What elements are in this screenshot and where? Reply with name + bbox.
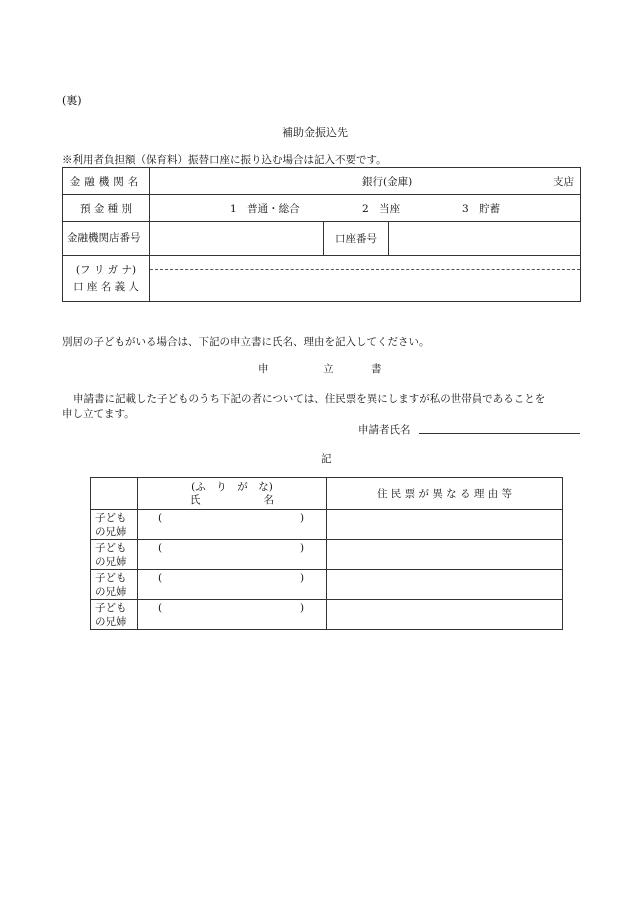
child-reason-field[interactable] bbox=[327, 510, 563, 540]
bank-name-label: 金融機関名 bbox=[63, 168, 150, 195]
header-reason-cell: 住 民 票 が 異 な る 理 由 等 bbox=[327, 478, 563, 510]
declaration-title-char-2: 立 bbox=[323, 363, 334, 375]
declaration-title-char-1: 申 bbox=[258, 363, 269, 375]
children-table bbox=[90, 477, 563, 630]
account-holder-label: (フ リ ガ ナ) 口 座 名 義 人 bbox=[63, 256, 150, 302]
header-name: 氏 名 bbox=[190, 493, 274, 506]
branch-suffix: 支店 bbox=[553, 176, 574, 188]
deposit-option-ordinary[interactable]: 1 普通・総合 bbox=[230, 203, 300, 215]
branch-number-label: 金融機関店番号 bbox=[63, 222, 150, 256]
branch-number-field[interactable] bbox=[150, 222, 324, 256]
ki-heading: 記 bbox=[321, 453, 332, 465]
child-name-field[interactable]: ( ) bbox=[138, 510, 327, 540]
notice-text: ※利用者負担額（保育料）振替口座に振り込む場合は記入不要です。 bbox=[62, 154, 387, 166]
header-name-cell bbox=[138, 478, 327, 510]
child-name-field[interactable]: ( ) bbox=[138, 570, 327, 600]
header-furigana: (ふ り が な) bbox=[191, 480, 273, 493]
applicant-name-label: 申請者氏名 bbox=[358, 424, 411, 436]
bank-suffix: 銀行(金庫) bbox=[362, 176, 413, 188]
deposit-type-field[interactable] bbox=[150, 195, 581, 222]
furigana-divider bbox=[150, 269, 580, 270]
account-number-field[interactable] bbox=[389, 222, 581, 256]
header-blank-cell bbox=[91, 478, 138, 510]
child-name-field[interactable]: ( ) bbox=[138, 600, 327, 630]
account-number-label: 口座番号 bbox=[324, 222, 389, 256]
account-holder-field[interactable] bbox=[150, 256, 581, 302]
row-label: 子ども の兄姉 bbox=[91, 510, 138, 540]
declaration-body-line2: 申し立てます。 bbox=[62, 408, 135, 420]
declaration-body-line1: 申請書に記載した子どものうち下記の者については、住民票を異にしますが私の世帯員であることを bbox=[73, 393, 546, 405]
deposit-type-label: 預 金 種 別 bbox=[63, 195, 150, 222]
deposit-option-savings[interactable]: 3 貯蓄 bbox=[462, 203, 501, 215]
child-reason-field[interactable] bbox=[327, 600, 563, 630]
row-label: 子ども の兄姉 bbox=[91, 600, 138, 630]
bank-name-row bbox=[63, 168, 581, 195]
page-title: 補助金振込先 bbox=[282, 126, 348, 139]
child-name-field[interactable]: ( ) bbox=[138, 540, 327, 570]
table-row bbox=[91, 600, 563, 630]
row-label: 子ども の兄姉 bbox=[91, 540, 138, 570]
deposit-option-current[interactable]: 2 当座 bbox=[362, 203, 401, 215]
declaration-title-char-3: 書 bbox=[371, 363, 382, 375]
branch-account-row bbox=[63, 222, 581, 256]
bank-name-field[interactable] bbox=[150, 168, 581, 195]
table-row bbox=[91, 540, 563, 570]
children-table-header bbox=[91, 478, 563, 510]
applicant-name-line[interactable] bbox=[419, 433, 580, 434]
instruction-text: 別居の子どもがいる場合は、下記の申立書に氏名、理由を記入してください。 bbox=[62, 336, 430, 348]
table-row bbox=[91, 510, 563, 540]
account-holder-row bbox=[63, 256, 581, 302]
deposit-type-row bbox=[63, 195, 581, 222]
back-marker: (裏) bbox=[62, 94, 82, 107]
child-reason-field[interactable] bbox=[327, 540, 563, 570]
row-label: 子ども の兄姉 bbox=[91, 570, 138, 600]
child-reason-field[interactable] bbox=[327, 570, 563, 600]
bank-info-table bbox=[62, 167, 581, 302]
table-row bbox=[91, 570, 563, 600]
